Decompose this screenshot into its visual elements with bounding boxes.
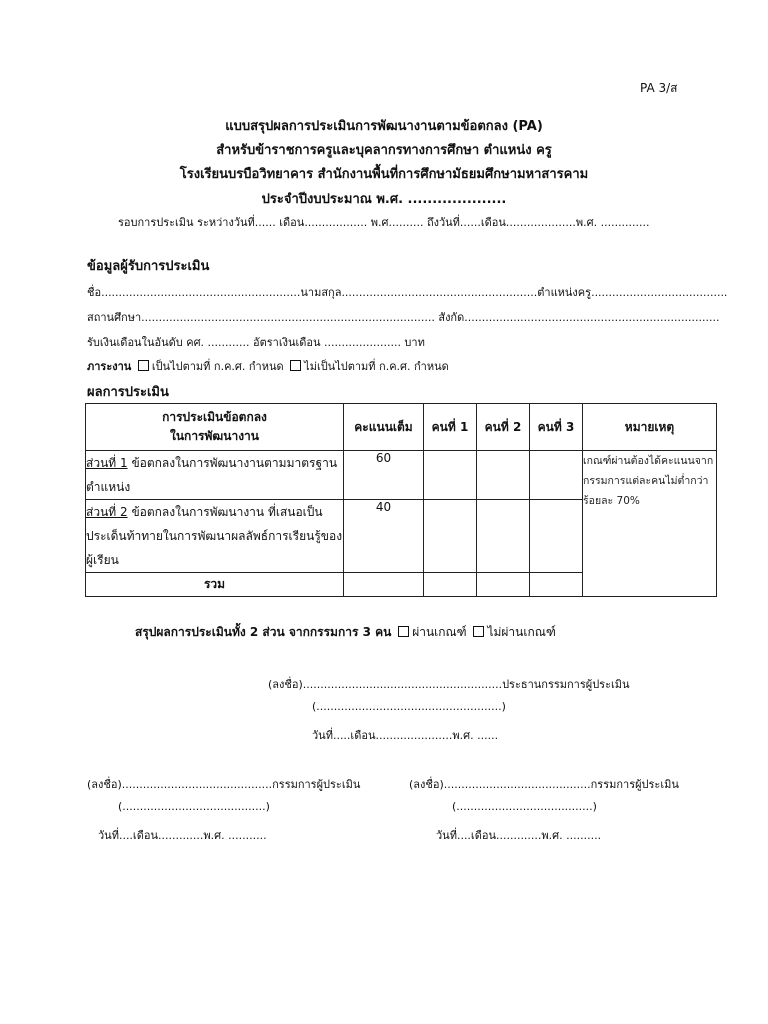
col-assessment	[86, 404, 344, 451]
pass-label: ผ่านเกณฑ์	[412, 625, 467, 639]
table-header-row	[86, 404, 717, 451]
form-subtitle-position: สำหรับข้าราชการครูและบุคลากรทางการศึกษา ตำแหน่ง ครู	[216, 143, 552, 158]
workload-compliant-checkbox[interactable]	[138, 360, 149, 371]
table-row	[86, 451, 717, 500]
form-title: แบบสรุปผลการประเมินการพัฒนางานตามข้อตกลง (PA)	[225, 119, 543, 134]
committee2-signature-line: (ลงชื่อ)..........................................กรรมการผู้ประเมิน	[409, 778, 679, 791]
total-full-score[interactable]	[344, 573, 424, 597]
form-fiscal-year: ประจำปีงบประมาณ พ.ศ. ....................	[261, 192, 507, 207]
part1-label: ส่วนที่ 1	[86, 456, 128, 470]
col-rater-3: คนที่ 3	[530, 404, 583, 451]
form-subtitle-school: โรงเรียนบรบือวิทยาคาร สำนักงานพื้นที่การศึกษามัธยมศึกษามหาสารคาม	[179, 167, 589, 182]
part2-full-score: 40	[344, 500, 424, 573]
workload-line	[87, 357, 449, 375]
part1-rater3-score[interactable]	[530, 451, 583, 500]
total-rater1[interactable]	[424, 573, 477, 597]
summary-text: สรุปผลการประเมินทั้ง 2 ส่วน จากกรรมการ 3 คน	[135, 625, 392, 639]
part1-rater1-score[interactable]	[424, 451, 477, 500]
committee1-name-line: (.........................................)	[118, 800, 270, 813]
workload-compliant-label: เป็นไปตามที่ ก.ค.ศ. กำหนด	[151, 360, 284, 373]
total-label: รวม	[86, 573, 344, 597]
fail-checkbox[interactable]	[473, 626, 484, 637]
total-rater3[interactable]	[530, 573, 583, 597]
committee1-date-line: วันที่....เดือน.............พ.ศ. ...........	[98, 829, 267, 842]
results-table	[85, 403, 717, 597]
name-line: ชื่อ.........................................................นามสกุล........................................................ตำแหน่งครู.......................................	[87, 286, 728, 299]
committee2-name-line: (.......................................)	[452, 800, 597, 813]
part2-rater2-score[interactable]	[477, 500, 530, 573]
pass-checkbox[interactable]	[398, 626, 409, 637]
part1-text: ข้อตกลงในการพัฒนางานตามมาตรฐานตำแหน่ง	[86, 456, 338, 494]
col-remark: หมายเหตุ	[583, 404, 717, 451]
chair-name-line: (.....................................................)	[312, 700, 506, 713]
part2-rater3-score[interactable]	[530, 500, 583, 573]
evaluation-period-line: รอบการประเมิน ระหว่างวันที่...... เดือน.................. พ.ศ.......... ถึงวันที่......เดือน....................พ.ศ. ..............	[118, 216, 650, 229]
part1-cell	[86, 451, 344, 500]
evaluatee-info-heading: ข้อมูลผู้รับการประเมิน	[87, 259, 210, 274]
workload-label: ภาระงาน	[87, 360, 132, 373]
part2-label: ส่วนที่ 2	[86, 505, 128, 519]
col-rater-1: คนที่ 1	[424, 404, 477, 451]
committee1-signature-line: (ลงชื่อ)...........................................กรรมการผู้ประเมิน	[87, 778, 361, 791]
col-assessment-line1: การประเมินข้อตกลง	[162, 410, 267, 424]
results-heading: ผลการประเมิน	[87, 385, 169, 400]
salary-line: รับเงินเดือนในอันดับ คศ. ............ อัตราเงินเดือน ...................... บาท	[87, 336, 425, 349]
workload-noncompliant-checkbox[interactable]	[290, 360, 301, 371]
col-rater-2: คนที่ 2	[477, 404, 530, 451]
chair-date-line: วันที่.....เดือน......................พ.ศ. ......	[312, 729, 499, 742]
summary-line	[135, 623, 556, 642]
remark-cell: เกณฑ์ผ่านต้องได้คะแนนจากกรรมการแต่ละคนไม่ต่ำกว่าร้อยละ 70%	[583, 451, 717, 597]
col-assessment-line2: ในการพัฒนางาน	[169, 429, 259, 443]
col-full-score: คะแนนเต็ม	[344, 404, 424, 451]
chair-signature-line: (ลงชื่อ).........................................................ประธานกรรมการผู้ประเมิน	[268, 678, 630, 691]
document-code: PA 3/ส	[640, 81, 678, 95]
school-line: สถานศึกษา.................................................................................... สังกัด.........................................................................	[87, 311, 720, 324]
total-rater2[interactable]	[477, 573, 530, 597]
part2-cell	[86, 500, 344, 573]
workload-noncompliant-label: ไม่เป็นไปตามที่ ก.ค.ศ. กำหนด	[304, 360, 449, 373]
part1-rater2-score[interactable]	[477, 451, 530, 500]
committee2-date-line: วันที่....เดือน.............พ.ศ. ..........	[436, 829, 602, 842]
part2-rater1-score[interactable]	[424, 500, 477, 573]
part1-full-score: 60	[344, 451, 424, 500]
part2-text: ข้อตกลงในการพัฒนางาน ที่เสนอเป็นประเด็นท้าทายในการพัฒนาผลลัพธ์การเรียนรู้ของผู้เรียน	[86, 505, 343, 567]
fail-label: ไม่ผ่านเกณฑ์	[487, 625, 556, 639]
